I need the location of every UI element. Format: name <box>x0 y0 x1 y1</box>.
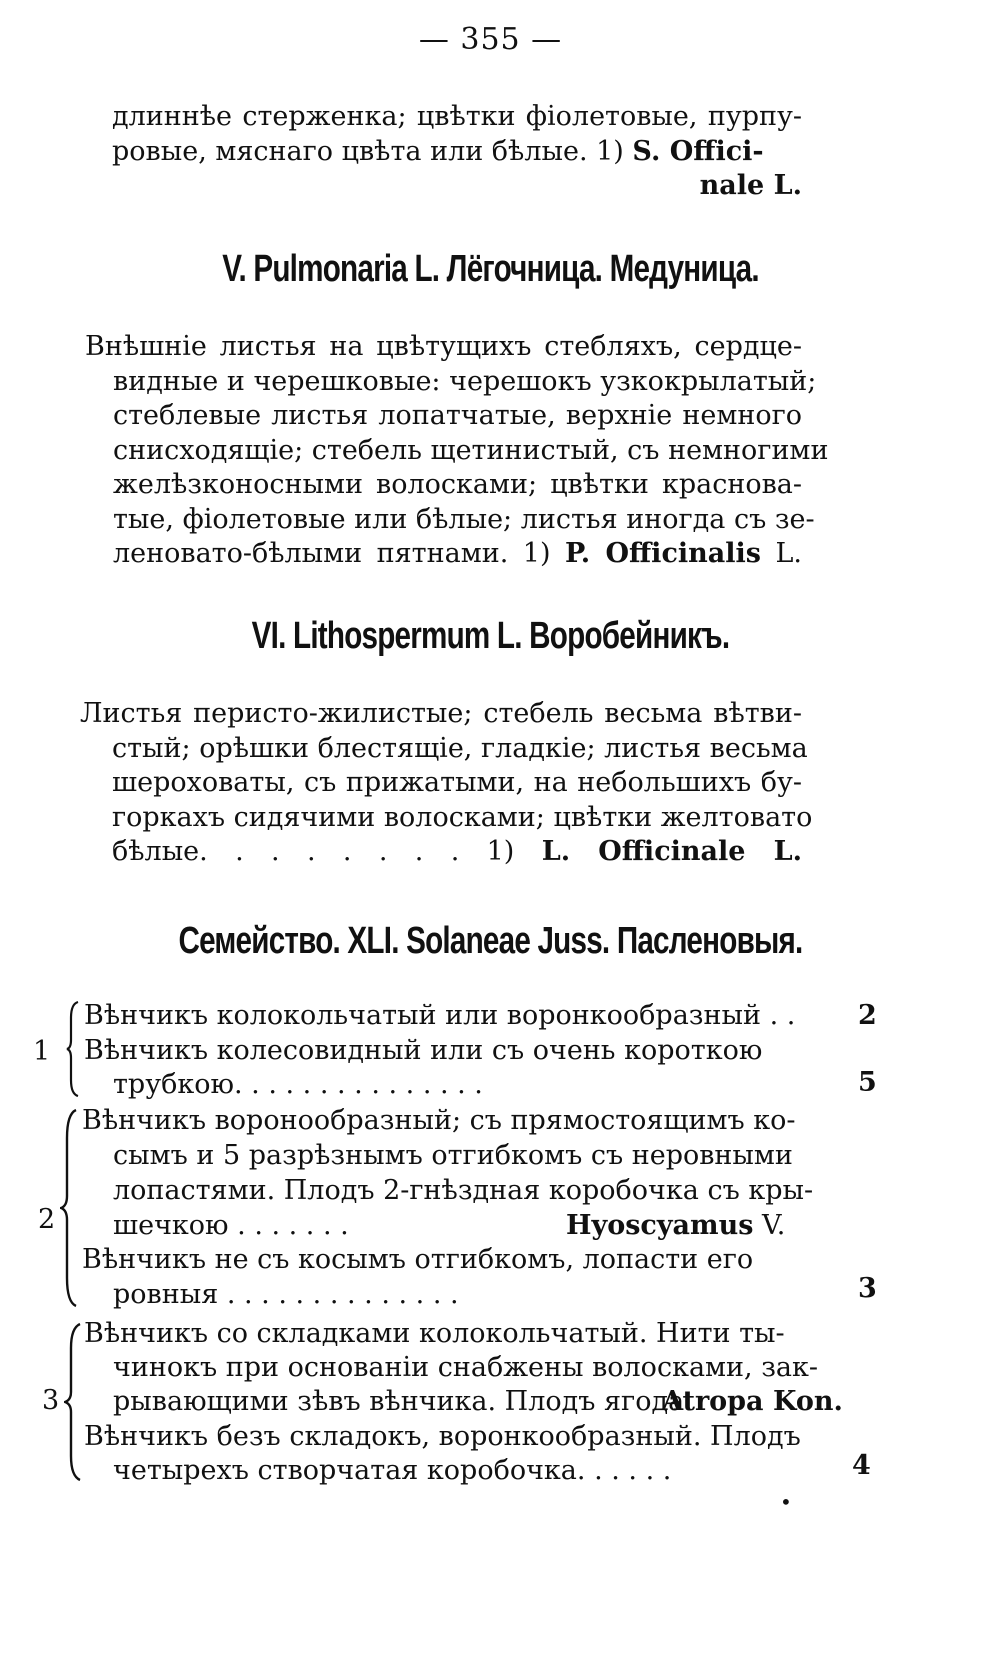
text-line: Внѣшніе листья на цвѣтущихъ стебляхъ, сердце- <box>85 331 802 362</box>
key-line: Вѣнчикъ колесовидный или съ очень короткою <box>84 1035 763 1066</box>
latin-name: S. Offici- <box>632 135 764 167</box>
top-paragraph <box>112 100 802 204</box>
text-line: ровые, мяснаго цвѣта или бѣлые. 1) S. Offici- <box>112 135 764 167</box>
latin-name: nale L. <box>699 170 802 201</box>
key-line: ровныя . . . . . . . . . . . . . . <box>113 1279 459 1310</box>
key-line: шечкою . . . . . . . <box>113 1210 349 1241</box>
key-line: рывающими зѣвъ вѣнчика. Плодъ ягода. <box>113 1386 693 1417</box>
key-line: Вѣнчикъ безъ складокъ, воронкообразный. Плодъ <box>84 1421 801 1452</box>
brace-1 <box>66 1000 82 1098</box>
text-line: леновато-бѣлыми пятнами. 1) P. Officinalis L. <box>113 538 802 569</box>
latin-name: P. Officinalis <box>564 538 761 569</box>
key-result: 4 <box>852 1450 871 1481</box>
latin-name: L. Officinale L. <box>541 836 803 867</box>
couplet-number: 1 <box>33 1036 51 1067</box>
key-line: чинокъ при основаніи снабжены волосками, зак- <box>113 1352 819 1383</box>
text-line: горкахъ сидячими волосками; цвѣтки желтовато <box>112 801 813 833</box>
key-result: 2 <box>858 1000 877 1031</box>
text-line: стеблевые листья лопатчатые, верхніе немного <box>113 400 802 431</box>
brace-3 <box>64 1322 84 1482</box>
section-v-paragraph <box>85 330 829 572</box>
couplet-number: 3 <box>42 1385 60 1416</box>
key-line: сымъ и 5 разрѣзнымъ отгибкомъ съ неровными <box>113 1140 793 1171</box>
key-line: четырехъ створчатая коробочка. . . . . . <box>113 1455 672 1486</box>
key-line: Вѣнчикъ со складками колокольчатый. Нити ты- <box>84 1318 785 1349</box>
key-line: трубкою. . . . . . . . . . . . . . . <box>113 1069 483 1100</box>
text-line <box>112 169 802 204</box>
text-line: желѣзконосными волосками; цвѣтки красновa- <box>113 469 802 500</box>
key-line: Вѣнчикъ воронообразный; съ прямостоящимъ ко- <box>82 1105 796 1136</box>
key-line: Вѣнчикъ колокольчатый или воронкообразный . . <box>84 1000 796 1031</box>
key-line: лопастями. Плодъ 2-гнѣздная коробочка съ кры- <box>113 1175 814 1206</box>
text-line: тые, фіолетовые или бѣлые; листья иногда съ зе- <box>113 503 815 535</box>
ink-speck: • <box>780 1490 792 1514</box>
text-line: бѣлые. . . . . . . . 1) L. Officinale L. <box>112 836 803 867</box>
section-heading-v: V. Pulmonaria L. Лёгочница. Медуница. <box>222 248 759 290</box>
couplet-number: 2 <box>38 1204 56 1235</box>
section-heading-vi: VI. Lithospermum L. Воробейникъ. <box>251 615 730 657</box>
text-line: длиннѣе стерженка; цвѣтки фіолетовые, пурпу- <box>112 101 802 132</box>
brace-2 <box>60 1108 80 1308</box>
key-line: Вѣнчикъ не съ косымъ отгибкомъ, лопасти его <box>82 1244 754 1275</box>
text-line: снисходящіе; стебель щетинистый, съ немногими <box>113 434 829 466</box>
text-line: стый; орѣшки блестящіе, гладкіе; листья весьма <box>112 732 808 764</box>
text-line: видные и черешковые: черешокъ узкокрылатый; <box>113 365 817 397</box>
section-vi-paragraph <box>80 697 813 870</box>
family-heading: Семейство. XLI. Solaneae Juss. Пасленовыя. <box>178 920 803 962</box>
key-result-genus: Hyoscyamus V. <box>566 1210 786 1241</box>
page-number: — 355 — <box>418 22 563 57</box>
text-line: Листья перисто-жилистые; стебель весьма вѣтви- <box>80 698 802 729</box>
key-result: 3 <box>858 1273 877 1304</box>
key-result-genus: Atropa Kon. <box>662 1386 843 1417</box>
key-result: 5 <box>858 1067 877 1098</box>
text-line: шероховаты, съ прижатыми, на небольшихъ бу- <box>112 767 802 798</box>
